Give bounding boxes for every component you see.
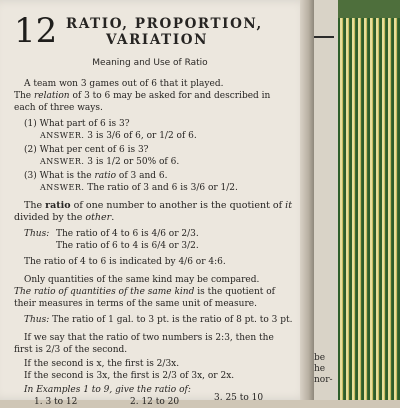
same-kind-line2: The ratio of quantities of the same kind is the quotient of [14,287,276,297]
definition-line2: divided by the other. [14,212,115,223]
intro-line1: A team won 3 games out of 6 that it played. [24,79,224,89]
facing-text-2: he [314,364,326,374]
intro-line2: The relation of 3 to 6 may be asked for and described in [14,91,271,101]
answer-1: ANSWER. 3 is 3/6 of 6, or 1/2 of 6. [40,131,197,141]
thus1-label: Thus: [24,229,50,239]
section-title: Meaning and Use of Ratio [92,58,208,68]
indicated-line: The ratio of 4 to 6 is indicated by 4/6 or 4:6. [24,257,226,267]
facing-text-3: nor- [314,375,333,385]
book-edge-top [338,0,400,18]
example-3: 3. 25 to 10 [214,393,264,403]
ratio23-line1: If we say that the ratio of two numbers is 2:3, then the [24,333,274,343]
answer-3: ANSWER. The ratio of 3 and 6 is 3/6 or 1/2. [40,183,238,193]
answer-2: ANSWER. 3 is 1/2 or 50% of 6. [40,157,180,167]
thus2-line: Thus: The ratio of 1 gal. to 3 pt. is the ratio of 8 pt. to 3 pt. [24,315,293,325]
thus1-line1: The ratio of 4 to 6 is 4/6 or 2/3. [56,229,199,239]
chapter-title-line1: RATIO, PROPORTION, [66,16,263,32]
facing-text-1: be [314,353,326,363]
ratio23-line3: If the second is x, the first is 2/3x. [24,359,180,369]
same-kind-line3: their measures in terms of the same unit of measure. [14,299,257,309]
question-1: (1) What part of 6 is 3? [24,119,130,129]
facing-page-dash [312,36,334,38]
question-2: (2) What per cent of 6 is 3? [24,145,149,155]
question-3: (3) What is the ratio of 3 and 6. [24,171,168,181]
ratio23-line4: If the second is 3x, the first is 2/3 of 3x, or 2x. [24,371,235,381]
intro-line3: each of three ways. [14,103,103,113]
book-gutter [300,0,314,400]
definition-line1: The ratio of one number to another is the quotient of it [24,200,293,211]
book-edge-stripes [338,0,400,400]
chapter-title-line2: VARIATION [106,32,209,48]
example-1: 1. 3 to 12 [34,397,78,407]
chapter-number: 12 [14,11,58,51]
chapter-title [66,16,296,48]
same-kind-line1: Only quantities of the same kind may be compared. [24,275,260,285]
examples-heading: In Examples 1 to 9, give the ratio of: [24,385,191,395]
example-2: 2. 12 to 20 [130,397,180,407]
thus1-line2: The ratio of 6 to 4 is 6/4 or 3/2. [56,241,199,251]
ratio23-line2: first is 2/3 of the second. [14,345,128,355]
